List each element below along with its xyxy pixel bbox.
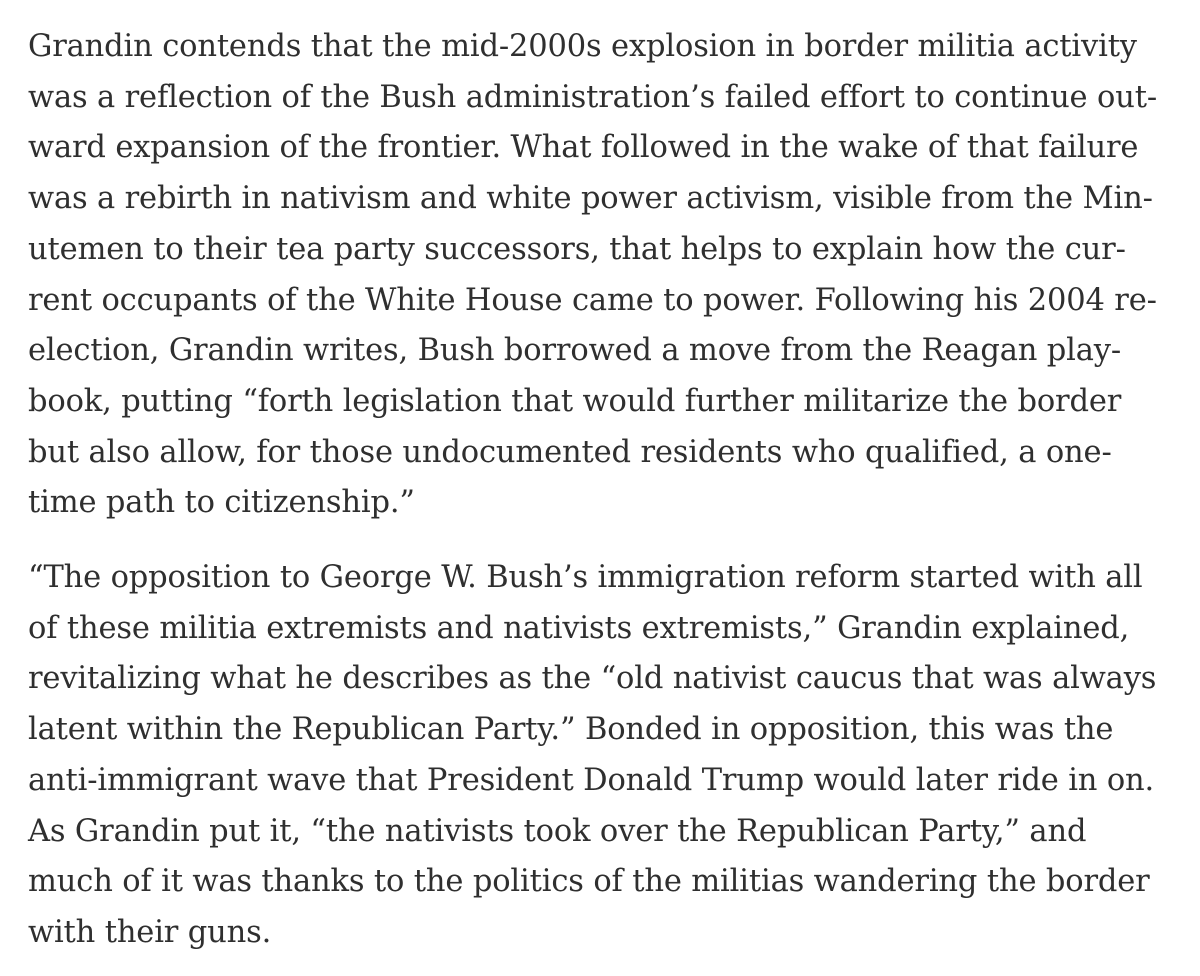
paragraph-2 [28, 553, 1200, 959]
text-line: revitalizing what he describes as the “old nativist caucus that was always [28, 661, 1157, 697]
text-line: Grandin contends that the mid-2000s explosion in border militia activity [28, 29, 1137, 64]
text-line: but also allow, for those undocumented residents who qualified, a one- [28, 434, 1112, 470]
paragraph-1 [28, 22, 1200, 529]
text-line: rent occupants of the White House came to power. Following his 2004 re- [28, 282, 1157, 318]
text-line: As Grandin put it, “the nativists took over the Republican Party,” and [28, 813, 1087, 849]
text-line: time path to citizenship.” [28, 485, 415, 521]
text-line: anti-immigrant wave that President Donald Trump would later ride in on. [28, 762, 1155, 798]
text-line: election, Grandin writes, Bush borrowed a move from the Reagan play- [28, 333, 1122, 369]
text-line: utemen to their tea party successors, that helps to explain how the cur- [28, 231, 1126, 267]
text-line: was a reflection of the Bush administration’s failed effort to continue out- [28, 79, 1157, 115]
text-line: much of it was thanks to the politics of the militias wandering the border [28, 864, 1150, 900]
text-line: book, putting “forth legislation that would further militarize the border [28, 383, 1122, 419]
text-line: of these militia extremists and nativists extremists,” Grandin explained, [28, 610, 1130, 646]
text-line: was a rebirth in nativism and white power activism, visible from the Min- [28, 181, 1153, 217]
text-line: “The opposition to George W. Bush’s immigration reform started with all [28, 560, 1143, 596]
text-line: with their guns. [28, 914, 272, 950]
text-line: ward expansion of the frontier. What followed in the wake of that failure [28, 130, 1139, 166]
text-line: latent within the Republican Party.” Bonded in opposition, this was the [28, 712, 1114, 748]
